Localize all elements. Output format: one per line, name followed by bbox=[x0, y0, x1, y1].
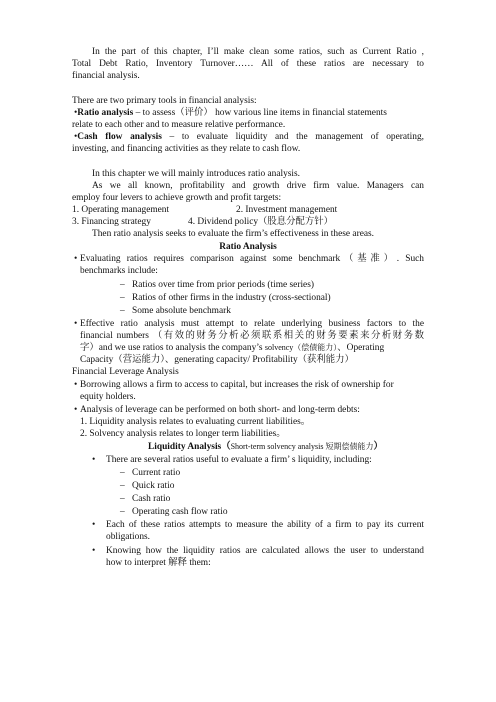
term-ratio-analysis: Ratio analysis bbox=[77, 108, 134, 118]
ratio-bullet-2-line-1: Effective ratio analysis must attempt to relate underlying business factors to the bbox=[80, 319, 424, 329]
liquidity-title-main: Liquidity Analysis（ bbox=[148, 442, 231, 452]
liquidity-analysis-title bbox=[148, 441, 383, 453]
liq-bullet-1-marker: • bbox=[92, 455, 96, 465]
liq-ratio-item: Operating cash flow ratio bbox=[132, 507, 228, 517]
liq-ratio-item: Current ratio bbox=[132, 468, 181, 478]
lever-3: 3. Financing strategy bbox=[72, 217, 151, 227]
tool1-rest: – to assess（评价） how various line items in financial statements bbox=[133, 108, 387, 118]
liq-bullet-2-line-1: Each of these ratios attempts to measure the ability of a firm to pay its current bbox=[106, 520, 424, 530]
fla-bullet-2-marker: • bbox=[74, 405, 78, 415]
fla-bullet-1-line-1: Borrowing allows a firm to access to capital, but increases the risk of ownership for bbox=[80, 380, 394, 390]
ratio-bullet-2-line-3 bbox=[80, 342, 384, 354]
intro-line-2: Total Debt Ratio, Inventory Turnover…… All of these ratios are necessary to bbox=[72, 59, 424, 69]
liq-ratio-item: Cash ratio bbox=[132, 494, 171, 504]
solvency-term: solvency bbox=[264, 343, 294, 352]
tool2-rest: – to evaluate liquidity and the management of operating, bbox=[161, 132, 424, 142]
liq-ratio-dash: – bbox=[120, 494, 125, 504]
solvency-cn: （偿债能力） bbox=[293, 343, 338, 352]
operating-term: 、Operating bbox=[337, 343, 385, 353]
benchmark-item: Ratios over time from prior periods (time series) bbox=[132, 280, 314, 290]
ratio-analysis-title: Ratio Analysis bbox=[219, 242, 277, 252]
line3-part-a: 字）and we use ratios to analysis the company’s bbox=[80, 343, 265, 353]
para-intro: In this chapter we will mainly introduces ratio analysis. bbox=[92, 169, 301, 179]
liq-bullet-3-marker: • bbox=[92, 546, 96, 556]
liquidity-title-close: ） bbox=[373, 442, 383, 452]
term-cash-flow-analysis: Cash flow analysis bbox=[77, 132, 162, 142]
ratio-bullet-2-line-4: Capacity（营运能力）、generating capacity/ Profitability（获利能力） bbox=[80, 355, 354, 365]
intro-line-1: In the part of this chapter, I’ll make clean some ratios, such as Current Ratio , bbox=[92, 47, 424, 57]
ratio-bullet-1-line-2: benchmarks include: bbox=[80, 266, 158, 276]
fla-bullet-2-line-1: Analysis of leverage can be performed on both short- and long-term debts: bbox=[80, 405, 360, 415]
bullet: • bbox=[74, 108, 78, 118]
tool-cash-flow-line-1 bbox=[74, 131, 424, 143]
liq-bullet-3-line-1: Knowing how the liquidity ratios are calculated allows the user to understand bbox=[106, 546, 424, 556]
liq-bullet-2-marker: • bbox=[92, 520, 96, 530]
benchmark-dash: – bbox=[120, 306, 125, 316]
ratio-bullet-2-marker: • bbox=[74, 319, 78, 329]
benchmark-item: Some absolute benchmark bbox=[132, 306, 231, 316]
fla-item-1: 1. Liquidity analysis relates to evaluating current liabilities。 bbox=[80, 417, 311, 427]
ratio-bullet-2-line-2: financial numbers （有效的财务分析必须联系相关的财务要素来分析财务数 bbox=[80, 331, 424, 341]
fla-bullet-1-marker: • bbox=[74, 380, 78, 390]
fla-item-2: 2. Solvency analysis relates to longer term liabilities。 bbox=[80, 429, 286, 439]
ratio-bullet-1-line-1: Evaluating ratios requires comparison against some benchmark（基准）. Such bbox=[80, 254, 424, 264]
para-levers-line-2: employ four levers to achieve growth and profit targets: bbox=[72, 193, 282, 203]
para-seeks: Then ratio analysis seeks to evaluate the firm’s effectiveness in these areas. bbox=[92, 229, 375, 239]
tool-ratio-analysis-line-1 bbox=[74, 107, 424, 119]
benchmark-dash: – bbox=[120, 280, 125, 290]
liq-ratio-dash: – bbox=[120, 481, 125, 491]
para-levers-line-1: As we all known, profitability and growth drive firm value. Managers can bbox=[92, 181, 424, 191]
benchmark-item: Ratios of other firms in the industry (cross-sectional) bbox=[132, 293, 331, 303]
tools-heading: There are two primary tools in financial analysis: bbox=[72, 96, 257, 106]
benchmark-dash: – bbox=[120, 293, 125, 303]
liq-bullet-2-line-2: obligations. bbox=[106, 532, 151, 542]
fla-bullet-1-line-2: equity holders. bbox=[80, 392, 136, 402]
tool-ratio-analysis-line-2: relate to each other and to measure relative performance. bbox=[72, 120, 286, 130]
tool-cash-flow-line-2: investing, and financing activities as they relate to cash flow. bbox=[72, 144, 301, 154]
liq-bullet-1-line-1: There are several ratios useful to evaluate a firm’ s liquidity, including: bbox=[106, 455, 372, 465]
intro-line-3: financial analysis. bbox=[72, 71, 140, 81]
lever-4: 4. Dividend policy（股息分配方针） bbox=[188, 217, 334, 227]
liquidity-title-sub: Short-term solvency analysis 短期偿债能力 bbox=[230, 442, 374, 451]
liq-ratio-item: Quick ratio bbox=[132, 481, 175, 491]
liq-ratio-dash: – bbox=[120, 507, 125, 517]
liq-bullet-3-line-2: how to interpret 解释 them: bbox=[106, 558, 211, 568]
ratio-bullet-1-marker: • bbox=[74, 254, 78, 264]
liq-ratio-dash: – bbox=[120, 468, 125, 478]
lever-1: 1. Operating management bbox=[72, 205, 170, 215]
financial-leverage-heading: Financial Leverage Analysis bbox=[72, 367, 179, 377]
bullet: • bbox=[74, 132, 78, 142]
lever-2: 2. Investment management bbox=[236, 205, 338, 215]
